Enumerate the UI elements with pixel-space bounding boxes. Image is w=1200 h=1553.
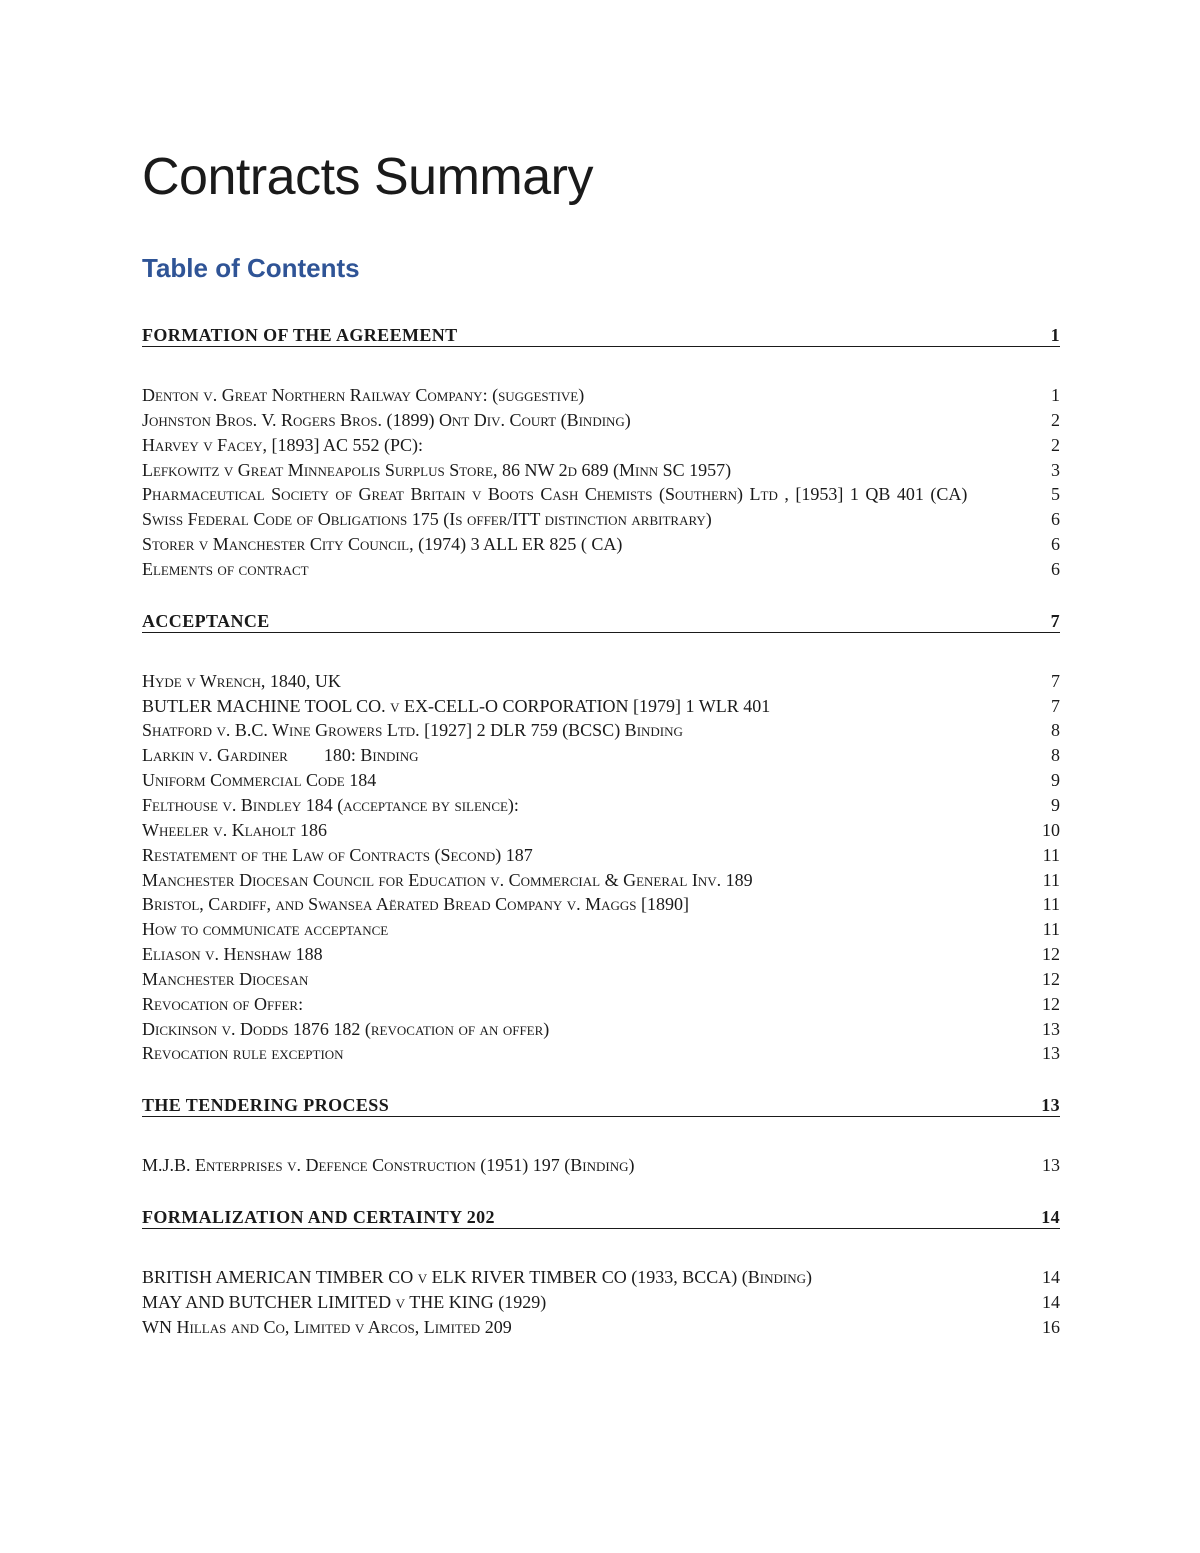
section-page-number: 14 <box>1041 1207 1060 1228</box>
toc-entry[interactable] <box>142 1290 1060 1315</box>
toc-entry-text: Revocation of Offer: <box>142 993 304 1014</box>
toc-entry[interactable] <box>142 507 1060 532</box>
toc-entry[interactable] <box>142 868 1060 893</box>
section-page-number: 7 <box>1050 610 1060 631</box>
section-heading-text: THE TENDERING PROCESS <box>142 1095 390 1116</box>
toc-entry-page: 3 <box>1051 459 1060 480</box>
toc-entry-page: 12 <box>1042 944 1060 965</box>
toc-entry-text: Dickinson v. Dodds 1876 182 (revocation of an offer) <box>142 1018 550 1039</box>
toc-entry[interactable] <box>142 1265 1060 1290</box>
toc-entry-text: Wheeler v. Klaholt 186 <box>142 819 327 840</box>
toc-entry-text: Pharmaceutical Society of Great Britain v Boots Cash Chemists (Southern) Ltd , [1953] 1 QB 401 (CA) <box>142 484 968 505</box>
toc-entry[interactable] <box>142 1315 1060 1340</box>
toc-entry[interactable] <box>142 843 1060 868</box>
toc-entry-text: Harvey v Facey, [1893] AC 552 (PC): <box>142 434 424 455</box>
toc-entry[interactable] <box>142 669 1060 694</box>
toc-entry[interactable] <box>142 408 1060 433</box>
section-heading-text: ACCEPTANCE <box>142 610 270 631</box>
toc-entry-text: Larkin v. Gardiner 180: Binding <box>142 745 419 766</box>
toc-entry[interactable] <box>142 482 1060 507</box>
toc-section-formation <box>142 322 1060 582</box>
toc-entry-text: BRITISH AMERICAN TIMBER CO v ELK RIVER TIMBER CO (1933, BCCA) (Binding) <box>142 1267 812 1288</box>
toc-entry-text: Felthouse v. Bindley 184 (acceptance by silence): <box>142 794 519 815</box>
toc-entry-page: 11 <box>1042 869 1060 890</box>
toc-entry-text: Storer v Manchester City Council, (1974) 3 ALL ER 825 ( CA) <box>142 534 623 555</box>
toc-entry[interactable] <box>142 1017 1060 1042</box>
toc-entry-page: 12 <box>1042 968 1060 989</box>
toc-entry-text: WN Hillas and Co, Limited v Arcos, Limited 209 <box>142 1316 512 1337</box>
toc-entry-text: Hyde v Wrench, 1840, UK <box>142 670 341 691</box>
toc-entry[interactable] <box>142 793 1060 818</box>
toc-entry-text: Denton v. Great Northern Railway Company: (suggestive) <box>142 385 585 405</box>
toc-entry-page: 13 <box>1042 1155 1060 1176</box>
toc-entry[interactable] <box>142 1153 1060 1178</box>
toc-entry-page: 6 <box>1051 509 1060 530</box>
toc-entry-page: 1 <box>1051 385 1060 405</box>
toc-entry-text: M.J.B. Enterprises v. Defence Construction (1951) 197 (Binding) <box>142 1155 635 1176</box>
toc-entry-text: Bristol, Cardiff, and Swansea Aërated Bread Company v. Maggs [1890] <box>142 894 690 915</box>
toc-entry-page: 6 <box>1051 558 1060 579</box>
toc-entry[interactable] <box>142 433 1060 458</box>
toc-entry-text: Manchester Diocesan Council for Education v. Commercial & General Inv. 189 <box>142 869 753 890</box>
document-title: Contracts Summary <box>142 148 593 206</box>
toc-entry-page: 14 <box>1042 1267 1060 1288</box>
toc-entry[interactable] <box>142 942 1060 967</box>
toc-entry-page: 8 <box>1051 720 1060 741</box>
toc-entry-text: BUTLER MACHINE TOOL CO. v EX-CELL-O CORPORATION [1979] 1 WLR 401 <box>142 695 771 716</box>
toc-section-heading[interactable] <box>142 322 1060 347</box>
toc-entry-text: Revocation rule exception <box>142 1043 344 1064</box>
toc-entry[interactable] <box>142 532 1060 557</box>
toc-entry-page: 13 <box>1042 1018 1060 1039</box>
toc-entry-page: 7 <box>1051 670 1060 691</box>
toc-entry-page: 10 <box>1042 819 1060 840</box>
toc-section-tendering <box>142 1092 1060 1178</box>
toc-entry[interactable] <box>142 694 1060 719</box>
toc-entry[interactable] <box>142 992 1060 1017</box>
toc-entry-page: 11 <box>1042 844 1060 865</box>
toc-entry[interactable] <box>142 557 1060 582</box>
toc-entry[interactable] <box>142 967 1060 992</box>
toc-entry-page: 6 <box>1051 534 1060 555</box>
toc-entry[interactable] <box>142 458 1060 483</box>
toc-entry[interactable] <box>142 383 1060 408</box>
toc-heading: Table of Contents <box>142 253 360 283</box>
toc-entry-text: Lefkowitz v Great Minneapolis Surplus Store, 86 NW 2d 689 (Minn SC 1957) <box>142 459 732 480</box>
toc-entry-page: 7 <box>1051 695 1060 716</box>
toc-section-acceptance <box>142 608 1060 1067</box>
toc-entry-text: Restatement of the Law of Contracts (Second) 187 <box>142 844 533 865</box>
toc-entry[interactable] <box>142 718 1060 743</box>
toc-entry-page: 8 <box>1051 745 1060 766</box>
table-of-contents <box>142 322 1060 1366</box>
toc-entry-text: Swiss Federal Code of Obligations 175 (Is offer/ITT distinction arbitrary) <box>142 509 712 530</box>
toc-section-heading[interactable] <box>142 608 1060 633</box>
section-page-number: 13 <box>1041 1095 1060 1116</box>
section-heading-text: FORMALIZATION AND CERTAINTY 202 <box>142 1207 495 1228</box>
toc-entry-page: 2 <box>1051 409 1060 430</box>
toc-entry-text: Elements of contract <box>142 558 309 579</box>
section-heading-text: FORMATION OF THE AGREEMENT <box>142 325 458 345</box>
toc-entry-text: MAY AND BUTCHER LIMITED v THE KING (1929) <box>142 1291 547 1312</box>
toc-entry-page: 16 <box>1042 1316 1060 1337</box>
section-page-number: 1 <box>1050 325 1060 345</box>
toc-entry-page: 14 <box>1042 1291 1060 1312</box>
toc-entry-page: 13 <box>1042 1043 1060 1064</box>
toc-entry-page: 12 <box>1042 993 1060 1014</box>
toc-section-heading[interactable] <box>142 1092 1060 1117</box>
toc-entry[interactable] <box>142 818 1060 843</box>
toc-section-formalization <box>142 1204 1060 1340</box>
toc-entry-page: 11 <box>1042 919 1060 940</box>
toc-entry-page: 11 <box>1042 894 1060 915</box>
toc-entry-text: Eliason v. Henshaw 188 <box>142 944 323 965</box>
toc-entry-text: Shatford v. B.C. Wine Growers Ltd. [1927] 2 DLR 759 (BCSC) Binding <box>142 720 683 741</box>
toc-entry[interactable] <box>142 1041 1060 1066</box>
toc-entry-page: 9 <box>1051 794 1060 815</box>
toc-entry-page: 2 <box>1051 434 1060 455</box>
toc-section-heading[interactable] <box>142 1204 1060 1229</box>
toc-entry-text: Manchester Diocesan <box>142 968 309 989</box>
toc-entry-page: 9 <box>1051 770 1060 791</box>
toc-entry[interactable] <box>142 743 1060 768</box>
toc-entry-page: 5 <box>1051 484 1060 505</box>
toc-entry-text: Uniform Commercial Code 184 <box>142 770 377 791</box>
toc-entry-text: How to communicate acceptance <box>142 919 389 940</box>
toc-entry[interactable] <box>142 917 1060 942</box>
toc-entry[interactable] <box>142 768 1060 793</box>
toc-entry-text: Johnston Bros. V. Rogers Bros. (1899) Ont Div. Court (Binding) <box>142 409 631 430</box>
toc-entry[interactable] <box>142 892 1060 917</box>
